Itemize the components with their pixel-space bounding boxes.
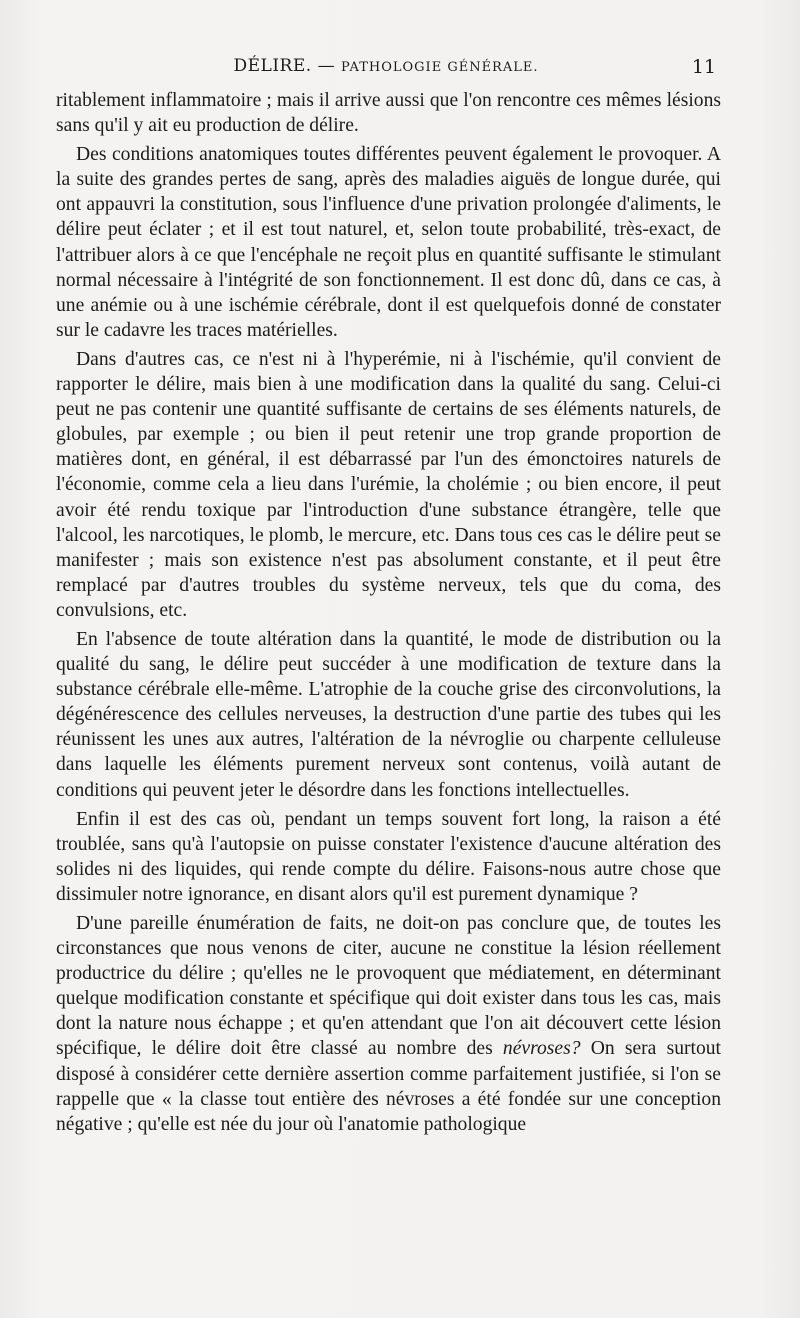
paragraph-3: Dans d'autres cas, ce n'est ni à l'hyperémie, ni à l'ischémie, qu'il convient de rapporter le délire, mais bien à une modification dans la qualité du sang. Celui-ci peut ne pas contenir une quantité suffisante de certains de ses éléments naturels, de globules, par exemple ; ou bien il peut retenir une trop grande proportion de matières dont, en général, il est débarrassé par l'un des émonctoires naturels de l'économie, comme cela a lieu dans l'urémie, la cholémie ; ou bien encore, il peut avoir été rendu toxique par l'introduction d'une substance étrangère, telle que l'alcool, les narcotiques, le plomb, le mercure, etc. Dans tous ces cas le délire peut se manifester ; mais son existence n'est pas absolument constante, et il peut être remplacé par d'autres troubles du système nerveux, tels que du coma, des convulsions, etc.: [56, 348, 721, 621]
running-head: [56, 56, 716, 84]
running-title-main: DÉLIRE.: [233, 56, 312, 76]
page-number: 11: [691, 56, 716, 78]
paragraph-5: Enfin il est des cas où, pendant un temps souvent fort long, la raison a été troublée, sans qu'à l'autopsie on puisse constater l'existence d'aucune altération des solides ni des liquides, qui rende compte du délire. Faisons-nous autre chose que dissimuler notre ignorance, en disant alors qu'il est purement dynamique ?: [56, 808, 721, 905]
paragraph-6: [56, 911, 721, 1137]
paragraph-6-start: D'une pareille énumération de faits, ne doit-on pas conclure que, de toutes les circonstances que nous venons de citer, aucune ne constitue la lésion réellement productrice du délire ; qu'elles ne le provoquent que médiatement, en déterminant quelque modification constante et spécifique qui doit exister dans tous les cas, mais dont la nature nous échappe ; et qu'en attendant que l'on ait découvert cette lésion spécifique, le délire doit être classé au nombre des: [56, 913, 721, 1060]
running-title-section: PATHOLOGIE GÉNÉRALE.: [340, 60, 539, 75]
paragraph-1: ritablement inflammatoire ; mais il arrive aussi que l'on rencontre ces mêmes lésions sans qu'il y ait eu production de délire.: [56, 90, 721, 137]
paragraph-6-end: On sera surtout disposé à considérer cette dernière assertion comme parfaitement justifiée, si l'on se rappelle que « la classe tout entière des névroses a été fondée sur une conception négative ; qu'elle est née du jour où l'anatomie pathologique: [56, 1038, 721, 1135]
paragraph-4: En l'absence de toute altération dans la quantité, le mode de distribution ou la qualité du sang, le délire peut succéder à une modification de texture dans la substance cérébrale elle-même. L'atrophie de la couche grise des circonvolutions, la dégénérescence des cellules nerveuses, la destruction d'une partie des tubes qui les réunissent les unes aux autres, l'altération de la névroglie ou charpente celluleuse dans laquelle les éléments purement nerveux sont contenus, voilà autant de conditions qui peuvent jeter le désordre dans les fonctions intellectuelles.: [56, 628, 721, 801]
paragraph-6-italic-term: névroses?: [502, 1038, 581, 1060]
running-title: [56, 56, 716, 76]
running-title-dash: —: [311, 56, 341, 76]
body-text: [56, 88, 721, 1137]
paragraph-2: Des conditions anatomiques toutes différentes peuvent également le provoquer. A la suite des grandes pertes de sang, après des maladies aiguës de longue durée, qui ont appauvri la constitution, sous l'influence d'une privation prolongée d'aliments, le délire peut éclater ; et il est tout naturel, et, selon toute probabilité, très-exact, de l'attribuer alors à ce que l'encéphale ne reçoit plus en quantité suffisante le stimulant normal nécessaire à l'intégrité de son fonctionnement. Il est donc dû, dans ce cas, à une anémie ou à une ischémie cérébrale, dont il est quelquefois donné de constater sur le cadavre les traces matérielles.: [56, 144, 721, 341]
